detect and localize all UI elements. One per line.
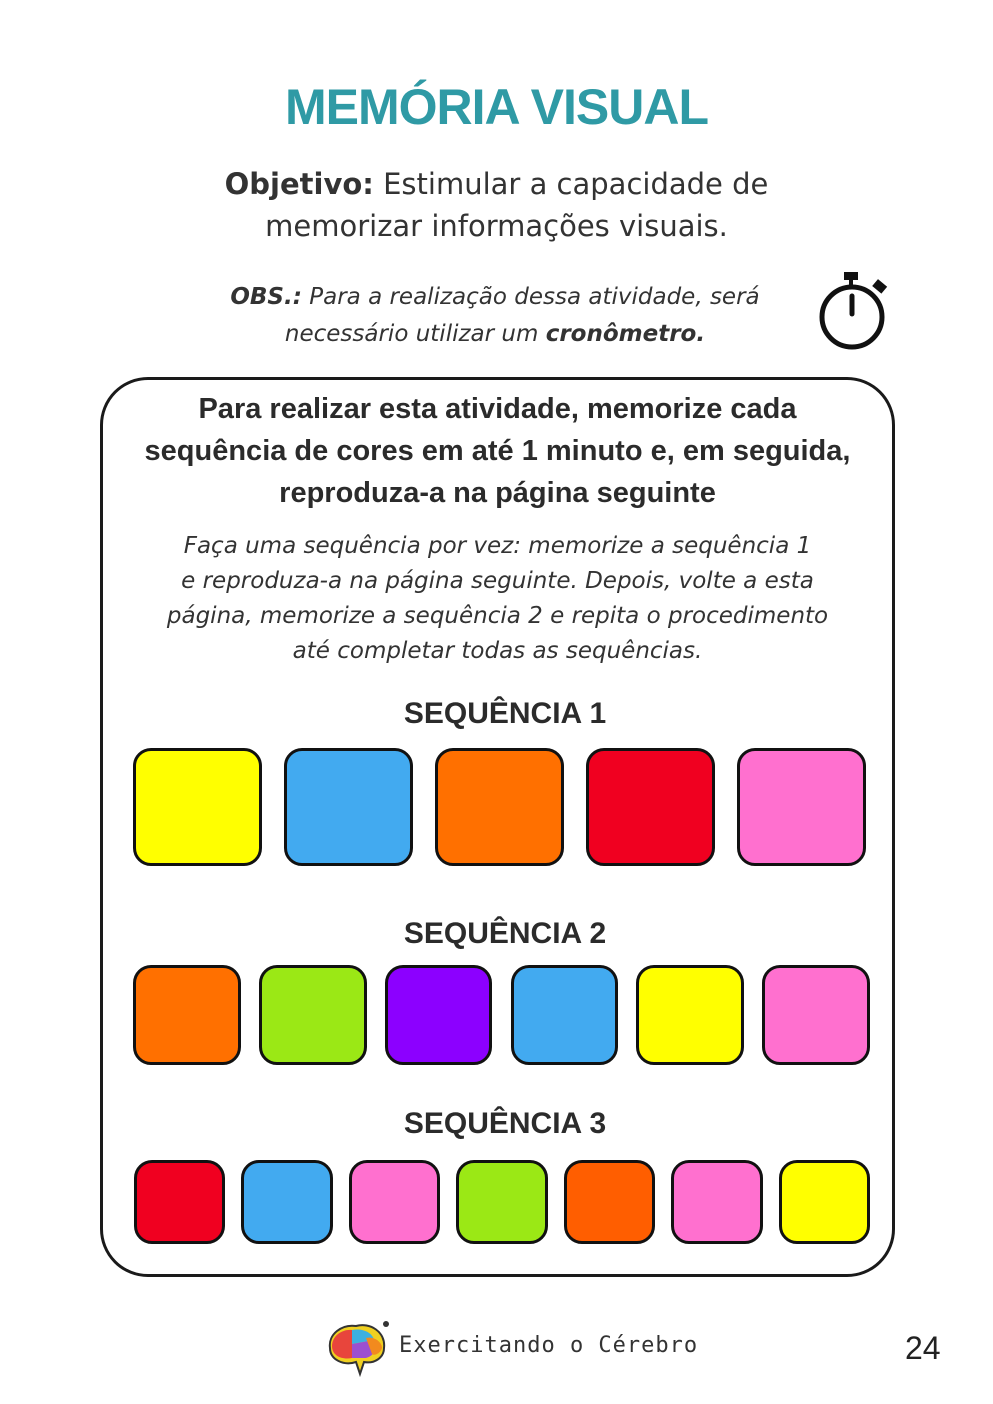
instructions: [100, 388, 895, 514]
color-square: [133, 748, 262, 866]
color-square: [241, 1160, 332, 1244]
color-square: [511, 965, 619, 1065]
instructions-line1: Para realizar esta atividade, memorize cada: [198, 393, 797, 425]
color-square: [737, 748, 866, 866]
color-square: [284, 748, 413, 866]
color-square: [671, 1160, 762, 1244]
sub-instructions-line1: Faça uma sequência por vez: memorize a sequência 1: [183, 533, 812, 559]
instructions-line3: reproduza-a na página seguinte: [279, 477, 716, 509]
color-square: [586, 748, 715, 866]
obs-text-line1: Para a realização dessa atividade, será: [309, 284, 760, 310]
color-square: [133, 965, 241, 1065]
sub-instructions-line4: até completar todas as sequências.: [292, 638, 703, 664]
obs-stopwatch-word: cronômetro.: [545, 321, 706, 347]
color-square: [456, 1160, 547, 1244]
sequence-1-title: SEQUÊNCIA 1: [403, 697, 607, 730]
objective-label: Objetivo:: [224, 167, 374, 201]
color-square: [259, 965, 367, 1065]
color-square: [435, 748, 564, 866]
objective: [0, 163, 993, 247]
sub-instructions: [150, 529, 845, 669]
page-title: MEMÓRIA VISUAL: [284, 79, 709, 135]
sequence-3-title: SEQUÊNCIA 3: [403, 1107, 607, 1140]
objective-text-line2: memorizar informações visuais.: [265, 209, 728, 243]
page-number: 24: [905, 1330, 941, 1366]
color-square: [564, 1160, 655, 1244]
obs-label: OBS.:: [230, 284, 302, 310]
brand-name: Exercitando o Cérebro: [399, 1333, 699, 1358]
color-square: [385, 965, 493, 1065]
obs-note: [200, 279, 790, 353]
brain-logo-icon: [322, 1318, 392, 1378]
sub-instructions-line2: e reproduza-a na página seguinte. Depois, volte a esta: [181, 568, 814, 594]
color-square: [636, 965, 744, 1065]
instructions-line2: sequência de cores em até 1 minuto e, em seguida,: [144, 435, 851, 467]
sub-instructions-line3: página, memorize a sequência 2 e repita o procedimento: [166, 603, 829, 629]
color-square: [779, 1160, 870, 1244]
objective-text-line1: Estimular a capacidade de: [383, 167, 769, 201]
obs-text-line2: necessário utilizar um: [284, 321, 539, 347]
stopwatch-icon: [812, 268, 894, 354]
color-square: [762, 965, 870, 1065]
color-square: [134, 1160, 225, 1244]
sequence-2-title: SEQUÊNCIA 2: [403, 917, 607, 950]
color-square: [349, 1160, 440, 1244]
